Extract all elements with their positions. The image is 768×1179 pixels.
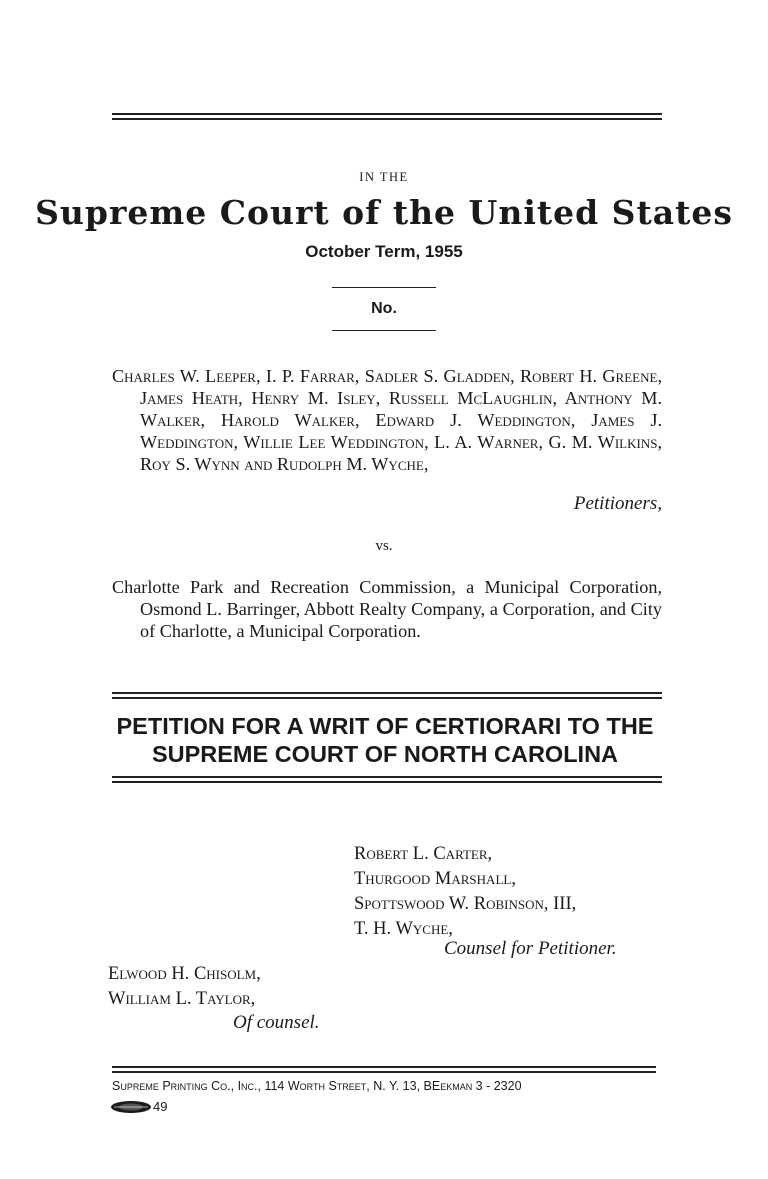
court-name: Supreme Court of the United States	[35, 193, 733, 232]
petitioners-block	[112, 365, 662, 475]
respondents-block	[112, 576, 662, 642]
respondent-names: Charlotte Park and Recreation Commission, a Municipal Corporation, Osmond L. Barringer, Abbott Realty Company, a Corporation, and City of Charlotte, a Municipal Corporation.	[112, 577, 662, 641]
union-bug-icon	[110, 1100, 152, 1114]
document-title	[80, 712, 690, 768]
term-label: October Term, 1955	[305, 242, 463, 261]
short-rule-lower	[332, 330, 436, 331]
union-number: 49	[153, 1099, 168, 1114]
counsel-list	[354, 842, 576, 942]
docket-number-label: No.	[371, 300, 397, 317]
footer-rule-2	[112, 1071, 656, 1073]
title-rule-top	[112, 692, 662, 698]
versus-label: vs.	[375, 538, 393, 554]
of-counsel-name: William L. Taylor,	[108, 989, 256, 1009]
counsel-name: Spottswood W. Robinson, III,	[354, 894, 577, 914]
of-counsel-role: Of counsel.	[233, 1012, 320, 1033]
counsel-name: Robert L. Carter,	[354, 844, 493, 864]
title-line-1: PETITION FOR A WRIT OF CERTIORARI TO THE	[116, 713, 654, 739]
counsel-name: T. H. Wyche,	[354, 919, 453, 939]
petitioners-role: Petitioners,	[573, 493, 662, 514]
of-counsel-name: Elwood H. Chisolm,	[108, 964, 261, 984]
top-double-rule	[112, 113, 662, 119]
union-label	[110, 1099, 167, 1114]
footer-rule-1	[112, 1066, 656, 1068]
title-line-2: SUPREME COURT OF NORTH CAROLINA	[151, 741, 619, 767]
title-rule-bottom	[112, 776, 662, 782]
counsel-name: Thurgood Marshall,	[354, 869, 516, 889]
counsel-role: Counsel for Petitioner.	[444, 938, 617, 959]
printer-imprint: Supreme Printing Co., Inc., 114 Worth Street, N. Y. 13, BEekman 3 - 2320	[112, 1079, 522, 1093]
petitioner-names: Charles W. Leeper, I. P. Farrar, Sadler S. Gladden, Robert H. Greene, James Heath, Henry M. Isley, Russell McLaughlin, Anthony M. Walker, Harold Walker, Edward J. Weddington, James J. Weddington, Willie Lee Weddington, L. A. Warner, G. M. Wilkins, Roy S. Wynn and Rudolph M. Wyche,	[112, 366, 662, 474]
in-the-label: IN THE	[359, 170, 409, 184]
of-counsel-list	[108, 962, 261, 1012]
short-rule-upper	[332, 287, 436, 288]
